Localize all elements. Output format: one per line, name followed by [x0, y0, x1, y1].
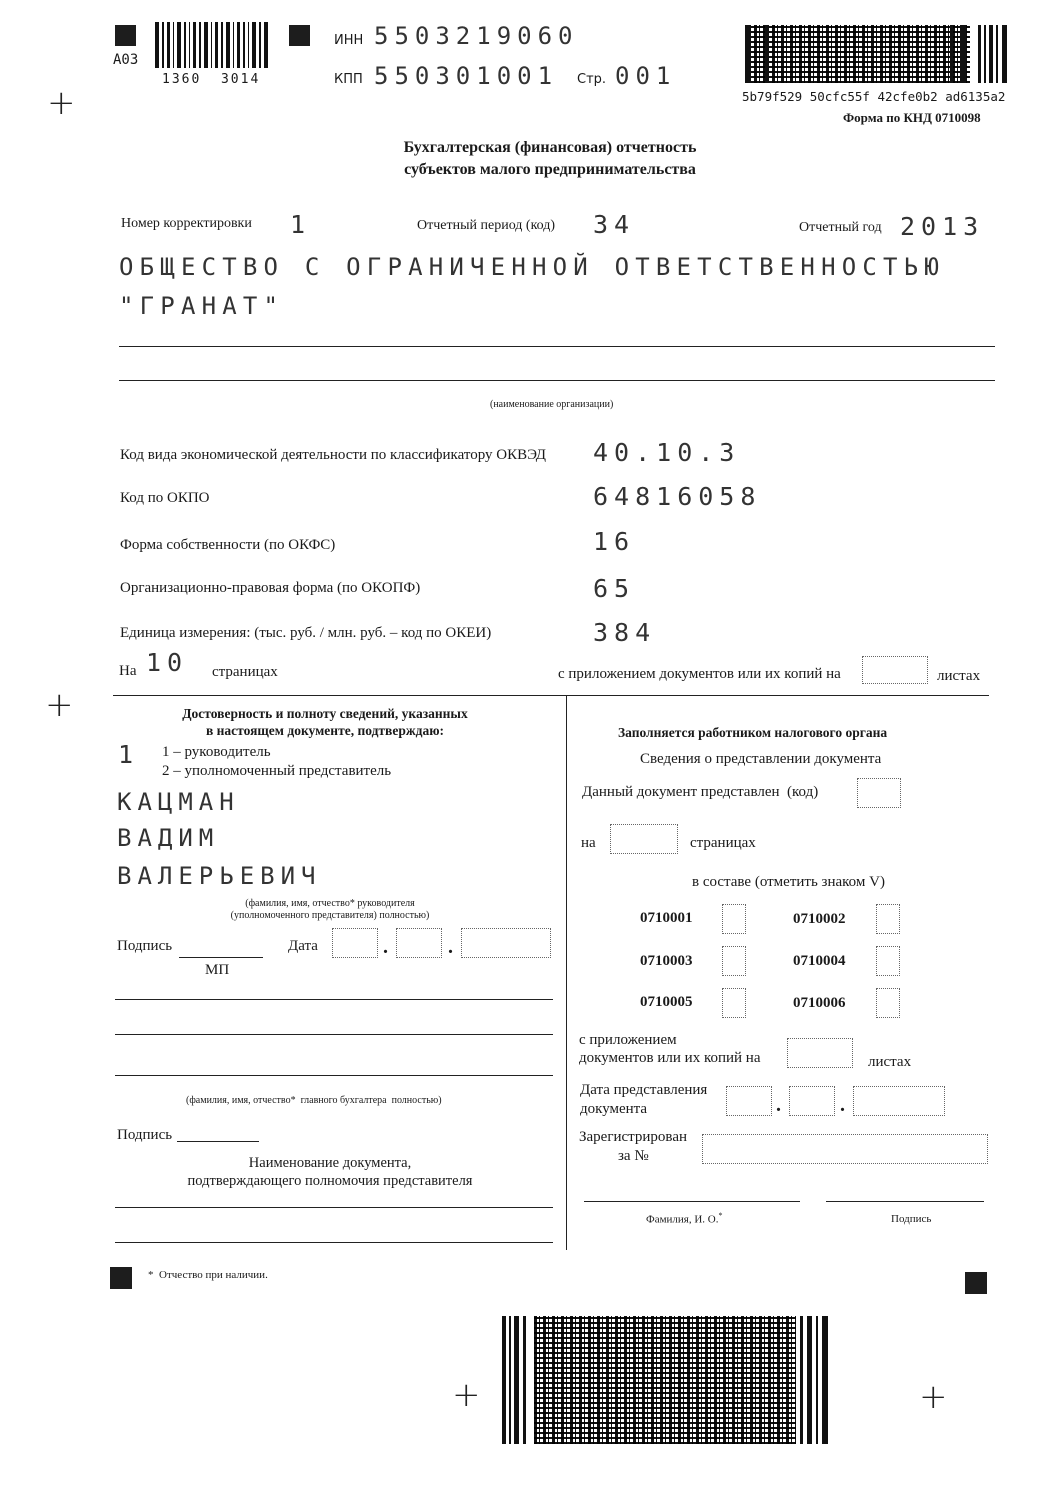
authority-document-line-1: Наименование документа, — [248, 1155, 412, 1171]
form-0710001-checkbox[interactable] — [722, 904, 746, 934]
fio-caption-star: * — [718, 1211, 723, 1220]
okved-value: 40.10.3 — [593, 438, 741, 467]
title-line-2: субъектов малого предпринимательства — [404, 161, 696, 178]
okpo-value: 64816058 — [593, 482, 762, 511]
form-0710006-checkbox[interactable] — [876, 988, 900, 1018]
barcode-bottom-right — [800, 1316, 830, 1444]
form-0710005-label: 0710005 — [640, 994, 693, 1010]
tax-subtitle: Сведения о представлении документа — [640, 751, 882, 767]
signer-name: ВАДИМ — [117, 824, 220, 852]
barcode-number: 1360 3014 — [162, 72, 261, 87]
tax-signature-line[interactable] — [826, 1201, 984, 1202]
submit-date-year-field[interactable] — [853, 1086, 945, 1116]
unit-label: Единица измерения: (тыс. руб. / млн. руб. – код по ОКЕИ) — [120, 625, 492, 641]
date-separator: . — [383, 936, 388, 958]
name-underline — [119, 346, 995, 347]
corner-marker — [115, 25, 136, 46]
authority-document-line-2: подтверждающего полномочия представителя — [187, 1173, 473, 1189]
form-0710006-label: 0710006 — [793, 995, 846, 1011]
registered-label: Зарегистрирован — [579, 1129, 688, 1145]
okopf-value: 65 — [593, 574, 636, 603]
year-value: 2013 — [900, 212, 985, 241]
tax-signature-caption: Подпись — [891, 1213, 932, 1225]
tax-pages-label: страницах — [690, 835, 756, 851]
registration-cross: + — [45, 685, 74, 725]
okfs-value: 16 — [593, 527, 636, 556]
signature-label: Подпись — [117, 938, 173, 954]
form-0710003-label: 0710003 — [640, 953, 693, 969]
tax-title: Заполняется работником налогового органа — [618, 725, 888, 740]
submit-date-line-1: Дата представления — [580, 1082, 708, 1098]
submit-date-month-field[interactable] — [789, 1086, 835, 1116]
unit-value: 384 — [593, 618, 657, 647]
authority-document — [120, 1154, 540, 1190]
kpp-value: 550301001 — [374, 62, 559, 90]
column-divider — [566, 695, 567, 1250]
submit-date-line-2: документа — [580, 1101, 648, 1117]
corner-marker — [289, 25, 310, 46]
registration-cross: + — [452, 1375, 481, 1415]
correction-value: 1 — [290, 210, 312, 239]
composition-label: в составе (отметить знаком V) — [692, 874, 885, 890]
submitted-code-field[interactable] — [857, 778, 901, 808]
authority-line — [115, 1207, 553, 1208]
correction-label: Номер корректировки — [121, 216, 252, 231]
signer-caption — [220, 898, 440, 922]
date-year-field[interactable] — [461, 928, 551, 958]
inn-label: ИНН — [334, 33, 364, 48]
accountant-line — [115, 1034, 553, 1035]
form-0710004-checkbox[interactable] — [876, 946, 900, 976]
section-divider — [113, 695, 989, 696]
confirm-option-1: 1 – руководитель — [162, 744, 271, 760]
page-value: 001 — [615, 62, 677, 90]
tax-pages-field[interactable] — [610, 824, 678, 854]
tax-sheets-label: листах — [868, 1054, 912, 1070]
signer-surname: КАЦМАН — [117, 788, 240, 816]
date-separator: . — [776, 1094, 781, 1116]
form-0710003-checkbox[interactable] — [722, 946, 746, 976]
fio-caption — [646, 1211, 723, 1226]
confirm-code: 1 — [118, 740, 140, 769]
form-0710004-label: 0710004 — [793, 953, 846, 969]
datamatrix-top — [745, 25, 970, 83]
registered-number-label: за № — [618, 1148, 649, 1164]
confirm-title-line-1: Достоверность и полноту сведений, указанных — [182, 706, 468, 721]
sheets-label: листах — [937, 668, 981, 684]
pages-count: 10 — [146, 648, 189, 677]
name-underline — [119, 380, 995, 381]
tax-attach-line-2: документов или их копий на — [579, 1050, 761, 1066]
barcode-bottom-left — [502, 1316, 530, 1444]
organization-name-line-1: ОБЩЕСТВО С ОГРАНИЧЕННОЙ ОТВЕТСТВЕННОСТЬЮ — [119, 253, 945, 281]
confirm-title — [120, 705, 530, 739]
kpp-label: КПП — [334, 72, 363, 87]
form-knd: Форма по КНД 0710098 — [843, 110, 981, 125]
signer-patronymic: ВАЛЕРЬЕВИЧ — [117, 862, 322, 890]
okfs-label: Форма собственности (по ОКФС) — [120, 537, 336, 553]
attach-label: с приложением документов или их копий на — [558, 666, 841, 682]
signature2-line[interactable] — [177, 1141, 259, 1142]
form-code-a03: A03 — [113, 52, 139, 68]
footnote: * Отчество при наличии. — [148, 1269, 268, 1281]
registration-cross: + — [47, 83, 76, 123]
form-0710002-label: 0710002 — [793, 911, 846, 927]
date-label: Дата — [288, 938, 318, 954]
fio-caption-text: Фамилия, И. О. — [646, 1213, 719, 1226]
date-separator: . — [840, 1094, 845, 1116]
tax-attach-field[interactable] — [787, 1038, 853, 1068]
confirm-option-2: 2 – уполномоченный представитель — [162, 763, 392, 779]
date-month-field[interactable] — [396, 928, 442, 958]
datamatrix-bottom — [534, 1316, 796, 1444]
registration-cross: + — [919, 1377, 948, 1417]
form-0710002-checkbox[interactable] — [876, 904, 900, 934]
tax-attach-line-1: с приложением — [579, 1032, 677, 1048]
document-title — [300, 137, 800, 181]
form-0710005-checkbox[interactable] — [722, 988, 746, 1018]
confirm-title-line-2: в настоящем документе, подтверждаю: — [205, 723, 445, 738]
accountant-line — [115, 999, 553, 1000]
stamp-label: МП — [205, 962, 230, 978]
corner-marker — [110, 1267, 132, 1289]
period-label: Отчетный период (код) — [417, 218, 556, 233]
pages-label: страницах — [212, 664, 278, 680]
fio-line[interactable] — [584, 1201, 800, 1202]
registration-number-field[interactable] — [702, 1134, 988, 1164]
date-separator: . — [448, 936, 453, 958]
form-0710001-label: 0710001 — [640, 910, 693, 926]
barcode-side — [978, 25, 1008, 83]
document-hash: 5b79f529 50cfc55f 42cfe0b2 ad6135a2 — [742, 89, 1006, 104]
okpo-label: Код по ОКПО — [120, 490, 210, 506]
accountant-line — [115, 1075, 553, 1076]
title-line-1: Бухгалтерская (финансовая) отчетность — [403, 139, 697, 156]
accountant-caption: (фамилия, имя, отчество* главного бухгалтера полностью) — [186, 1095, 442, 1106]
submitted-label: Данный документ представлен (код) — [582, 784, 819, 800]
signer-caption-line-1: (фамилия, имя, отчество* руководителя — [245, 898, 415, 909]
attach-sheets-field[interactable] — [862, 656, 928, 684]
signature-line[interactable] — [179, 957, 263, 958]
barcode-1d — [155, 22, 270, 68]
submit-date-day-field[interactable] — [726, 1086, 772, 1116]
okved-label: Код вида экономической деятельности по классификатору ОКВЭД — [120, 447, 546, 463]
organization-caption: (наименование организации) — [490, 399, 614, 410]
signer-caption-line-2: (уполномоченного представителя) полностью) — [230, 910, 430, 921]
corner-marker — [965, 1272, 987, 1294]
period-value: 34 — [593, 210, 636, 239]
okopf-label: Организационно-правовая форма (по ОКОПФ) — [120, 580, 421, 596]
tax-na-label: на — [581, 835, 596, 851]
date-day-field[interactable] — [332, 928, 378, 958]
year-label: Отчетный год — [799, 220, 882, 235]
signature2-label: Подпись — [117, 1127, 173, 1143]
inn-value: 5503219060 — [374, 22, 579, 50]
authority-line — [115, 1242, 553, 1243]
pages-na-label: На — [119, 663, 137, 679]
organization-name-line-2: "ГРАНАТ" — [119, 292, 285, 320]
page-label: Стр. — [577, 72, 607, 87]
